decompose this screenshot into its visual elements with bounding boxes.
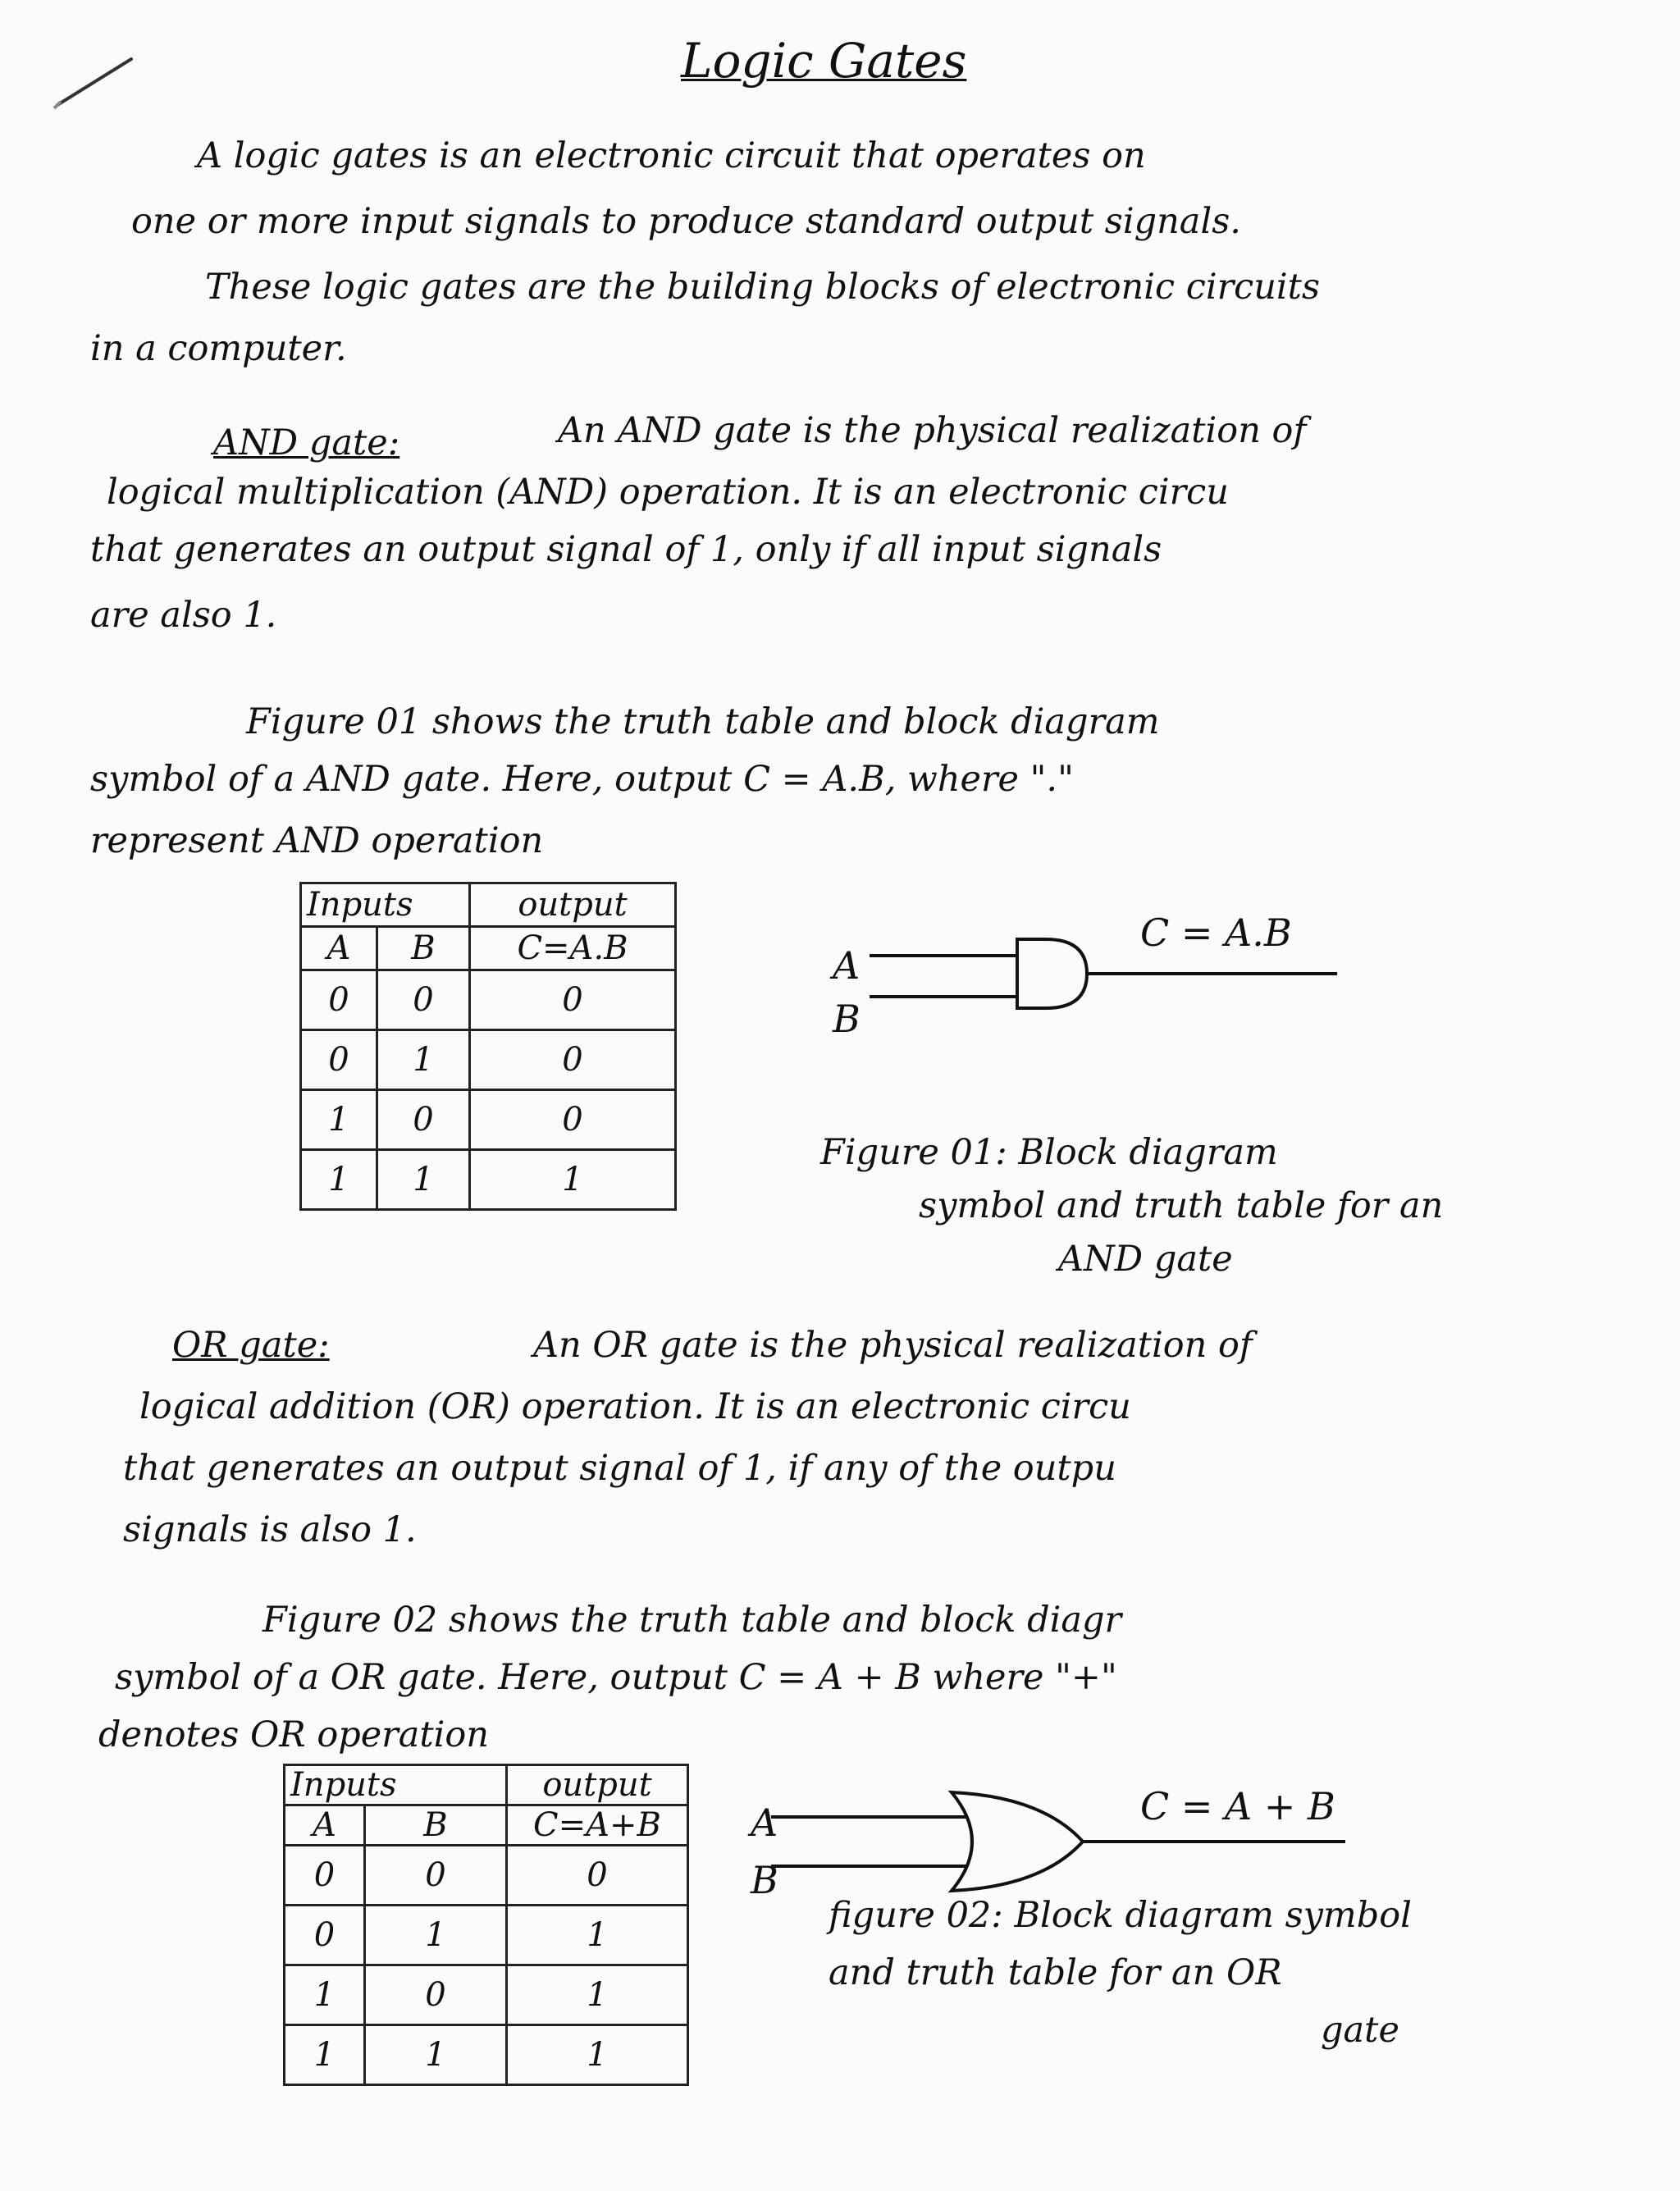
and-para1-line-2: logical multiplication (AND) operation. It is an electronic circu bbox=[107, 472, 1229, 513]
table-row bbox=[285, 1846, 688, 1906]
or-input-a-label: A bbox=[751, 1801, 778, 1845]
table-cell: 0 bbox=[470, 1090, 676, 1150]
table-cell: 0 bbox=[365, 1965, 507, 2025]
or-para1-line-1: An OR gate is the physical realization of bbox=[533, 1325, 1253, 1366]
or-caption-line-2: and truth table for an OR bbox=[829, 1952, 1282, 1993]
and-output-label: C = A.B bbox=[1140, 911, 1292, 955]
table-header-output: C=A+B bbox=[507, 1805, 688, 1846]
intro-line-4: in a computer. bbox=[90, 328, 347, 369]
table-cell: 0 bbox=[285, 1846, 365, 1906]
intro-line-1: A logic gates is an electronic circuit that operates on bbox=[197, 135, 1146, 176]
table-cell: 1 bbox=[377, 1150, 470, 1210]
table-cell: 1 bbox=[285, 1965, 365, 2025]
table-cell: 1 bbox=[507, 1965, 688, 2025]
table-cell: 1 bbox=[285, 2025, 365, 2085]
table-cell: 0 bbox=[301, 1030, 377, 1090]
table-header-output: C=A.B bbox=[470, 927, 676, 970]
table-cell: 0 bbox=[377, 1090, 470, 1150]
and-input-a-label: A bbox=[833, 943, 861, 988]
and-para1-line-1: An AND gate is the physical realization of bbox=[558, 410, 1307, 451]
table-row bbox=[285, 1965, 688, 2025]
table-cell: 0 bbox=[377, 970, 470, 1030]
table-header-a: A bbox=[301, 927, 377, 970]
table-cell: 1 bbox=[507, 1906, 688, 1965]
table-header-a: A bbox=[285, 1805, 365, 1846]
and-input-b-label: B bbox=[833, 997, 861, 1041]
table-cell: 0 bbox=[301, 970, 377, 1030]
or-para1-line-4: signals is also 1. bbox=[123, 1509, 417, 1550]
and-truth-table bbox=[299, 882, 677, 1211]
and-caption-line-3: AND gate bbox=[1058, 1239, 1233, 1280]
table-row bbox=[301, 1030, 676, 1090]
table-group-output: output bbox=[470, 883, 676, 927]
and-para1-line-4: are also 1. bbox=[90, 595, 277, 636]
table-cell: 0 bbox=[470, 970, 676, 1030]
table-cell: 0 bbox=[285, 1906, 365, 1965]
or-caption-line-3: gate bbox=[1321, 2010, 1399, 2051]
table-row bbox=[285, 1906, 688, 1965]
and-para1-line-3: that generates an output signal of 1, only if all input signals bbox=[90, 529, 1162, 570]
or-output-label: C = A + B bbox=[1140, 1784, 1335, 1828]
table-row bbox=[301, 1150, 676, 1210]
and-caption-line-1: Figure 01: Block diagram bbox=[820, 1132, 1278, 1173]
and-caption-line-2: symbol and truth table for an bbox=[919, 1185, 1444, 1226]
or-caption-line-1: figure 02: Block diagram symbol bbox=[829, 1895, 1412, 1936]
table-cell: 1 bbox=[377, 1030, 470, 1090]
table-header-b: B bbox=[365, 1805, 507, 1846]
table-row bbox=[285, 2025, 688, 2085]
and-para2-line-1: Figure 01 shows the truth table and block diagram bbox=[246, 701, 1160, 742]
and-gate-heading: AND gate: bbox=[213, 422, 400, 463]
table-cell: 0 bbox=[507, 1846, 688, 1906]
table-row bbox=[301, 970, 676, 1030]
and-para2-line-3: represent AND operation bbox=[90, 820, 544, 861]
table-row bbox=[301, 1090, 676, 1150]
or-input-b-label: B bbox=[751, 1858, 778, 1902]
intro-line-3: These logic gates are the building blocks of electronic circuits bbox=[205, 267, 1321, 308]
or-para2-line-3: denotes OR operation bbox=[98, 1714, 489, 1755]
or-para1-line-3: that generates an output signal of 1, if any of the outpu bbox=[123, 1448, 1116, 1489]
and-para2-line-2: symbol of a AND gate. Here, output C = A.B, where "." bbox=[90, 759, 1074, 800]
table-header-b: B bbox=[377, 927, 470, 970]
table-group-output: output bbox=[507, 1765, 688, 1805]
or-truth-table bbox=[283, 1764, 689, 2086]
table-cell: 1 bbox=[470, 1150, 676, 1210]
table-cell: 1 bbox=[301, 1150, 377, 1210]
table-cell: 1 bbox=[507, 2025, 688, 2085]
page-title: Logic Gates bbox=[681, 33, 967, 89]
table-cell: 1 bbox=[365, 2025, 507, 2085]
or-para1-line-2: logical addition (OR) operation. It is an electronic circu bbox=[139, 1386, 1131, 1427]
table-cell: 0 bbox=[365, 1846, 507, 1906]
table-cell: 0 bbox=[470, 1030, 676, 1090]
intro-line-2: one or more input signals to produce standard output signals. bbox=[131, 201, 1241, 242]
or-para2-line-2: symbol of a OR gate. Here, output C = A + B where "+" bbox=[115, 1657, 1117, 1698]
table-cell: 1 bbox=[365, 1906, 507, 1965]
or-para2-line-1: Figure 02 shows the truth table and block diagr bbox=[262, 1600, 1122, 1641]
or-gate-heading: OR gate: bbox=[172, 1325, 330, 1366]
table-cell: 1 bbox=[301, 1090, 377, 1150]
pen-mark bbox=[49, 49, 139, 115]
table-group-inputs: Inputs bbox=[285, 1765, 507, 1805]
table-group-inputs: Inputs bbox=[301, 883, 470, 927]
